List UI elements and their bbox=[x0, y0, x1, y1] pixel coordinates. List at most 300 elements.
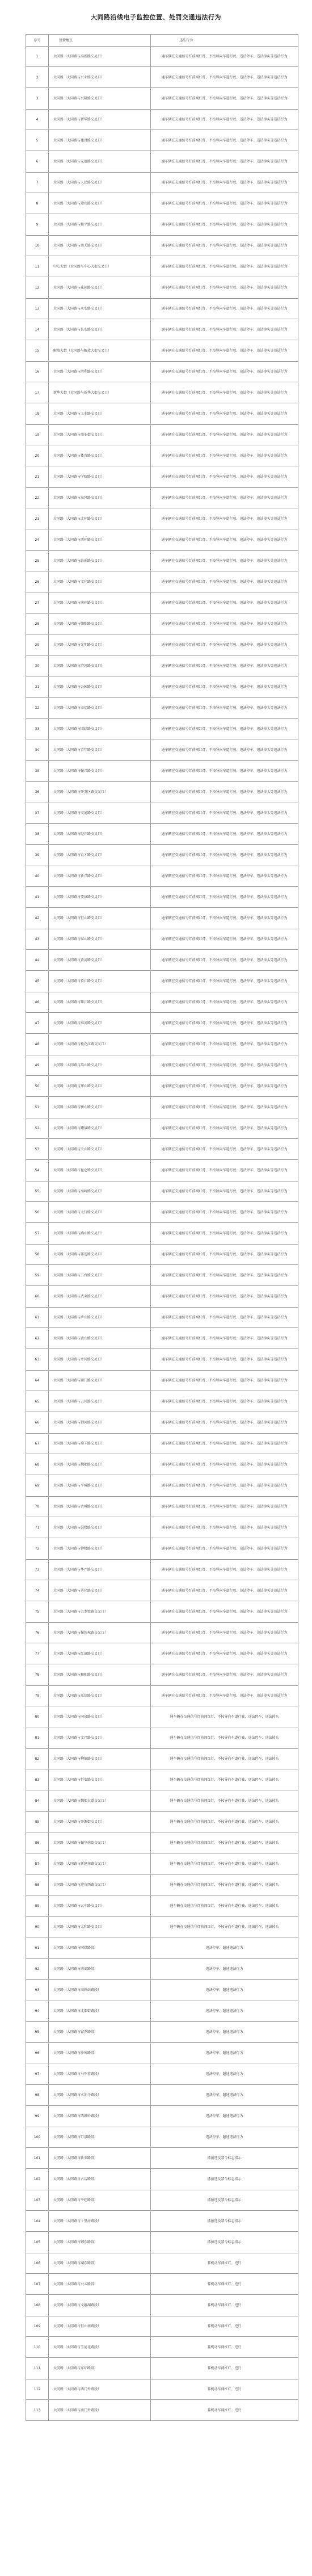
row-violation: 通车辆在交通信号灯前闯红灯、不按导向车道行驶、违法停车、违法掉头等违法行为 bbox=[151, 1076, 298, 1097]
row-location: 大同路（大同路与站前路交叉口） bbox=[49, 551, 151, 571]
row-number: 7 bbox=[26, 173, 49, 193]
table-row bbox=[26, 173, 298, 193]
row-number: 20 bbox=[26, 445, 49, 466]
table-row bbox=[26, 1727, 298, 1749]
table-row bbox=[26, 130, 298, 151]
column-header-number: 序号 bbox=[26, 35, 49, 47]
row-location: 大同路（大同路与朝阳路交叉口） bbox=[49, 614, 151, 634]
row-violation: 通车辆在交通信号灯前闯红灯、不按导向车道行驶、违法停车、违法掉头等违法行为 bbox=[151, 425, 298, 445]
row-violation: 通车辆在交通信号灯前闯红灯、不按导向车道行驶、违法停车、违法掉头等违法行为 bbox=[151, 1454, 298, 1475]
row-violation: 通车辆在交通信号灯前闯红灯、不按导向车道行驶、违法停车、违法掉头 bbox=[151, 1853, 298, 1875]
table-row bbox=[26, 1223, 298, 1245]
table-row bbox=[26, 1391, 298, 1412]
row-location: 大同路（大同路与柳航路交叉口） bbox=[49, 1749, 151, 1769]
row-violation: 通车辆在交通信号灯前闯红灯、不按导向车道行驶、违法停车、违法掉头等违法行为 bbox=[151, 1580, 298, 1601]
row-number: 33 bbox=[26, 719, 49, 740]
row-number: 83 bbox=[26, 1769, 49, 1790]
row-number: 25 bbox=[26, 551, 49, 571]
row-number: 51 bbox=[26, 1097, 49, 1118]
table-row bbox=[26, 1308, 298, 1328]
row-location: 大同路（大同路与青年路交叉口） bbox=[49, 740, 151, 761]
row-number: 110 bbox=[26, 2337, 49, 2358]
row-location: 大同路（大同路与平旺路段） bbox=[49, 2190, 151, 2211]
table-row bbox=[26, 1349, 298, 1371]
row-number: 31 bbox=[26, 677, 49, 698]
row-number: 101 bbox=[26, 2148, 49, 2169]
table-row bbox=[26, 2148, 298, 2169]
row-number: 91 bbox=[26, 1938, 49, 1959]
table-row bbox=[26, 299, 298, 319]
row-violation: 通车辆在交通信号灯前闯红灯、不按导向车道行驶、违法停车、违法掉头等违法行为 bbox=[151, 1412, 298, 1434]
row-violation: 通车辆在交通信号灯前闯红灯、不按导向车道行驶、违法停车、违法掉头等违法行为 bbox=[151, 782, 298, 803]
row-location: 大同路（大同路与黄河路交叉口） bbox=[49, 950, 151, 971]
table-row bbox=[26, 362, 298, 382]
row-number: 107 bbox=[26, 2274, 49, 2295]
row-number: 71 bbox=[26, 1517, 49, 1538]
table-row bbox=[26, 677, 298, 698]
row-location: 大同路（大同路与和平路交叉口） bbox=[49, 214, 151, 236]
table-row bbox=[26, 1938, 298, 1959]
row-location: 大同路（大同路与南门外路段） bbox=[49, 2400, 151, 2421]
table-row bbox=[26, 614, 298, 634]
row-number: 111 bbox=[26, 2358, 49, 2379]
table-row bbox=[26, 1034, 298, 1055]
table-row bbox=[26, 929, 298, 950]
table-row bbox=[26, 1560, 298, 1580]
row-violation: 通车辆在交通信号灯前闯红灯、不按导向车道行驶、违法停车、违法掉头等违法行为 bbox=[151, 1265, 298, 1286]
row-violation: 通车辆在交通信号灯前闯红灯、不按导向车道行驶、违法停车、违法掉头等违法行为 bbox=[151, 67, 298, 88]
row-location: 大同路（大同路与善化路交叉口） bbox=[49, 1580, 151, 1601]
row-number: 105 bbox=[26, 2232, 49, 2253]
table-row bbox=[26, 47, 298, 67]
table-row bbox=[26, 950, 298, 971]
row-number: 60 bbox=[26, 1286, 49, 1308]
table-row bbox=[26, 782, 298, 803]
row-number: 113 bbox=[26, 2400, 49, 2421]
row-location: 大同路（大同路与平城路交叉口） bbox=[49, 1475, 151, 1497]
row-number: 70 bbox=[26, 1497, 49, 1517]
row-location: 大同路（大同路与御河路交叉口） bbox=[49, 1412, 151, 1434]
row-number: 37 bbox=[26, 803, 49, 824]
row-location: 大同路（大同路与泰山路交叉口） bbox=[49, 929, 151, 950]
row-number: 73 bbox=[26, 1560, 49, 1580]
row-location: 大同路（大同路与幸福路交叉口） bbox=[49, 698, 151, 719]
row-violation: 通车辆在交通信号灯前闯红灯、不按导向车道行驶、违法停车、违法掉头等违法行为 bbox=[151, 1160, 298, 1181]
row-number: 24 bbox=[26, 529, 49, 551]
row-violation: 违法停车、超速违法行为 bbox=[151, 1980, 298, 2001]
row-location: 大同路（大同路与九龙壁路交叉口） bbox=[49, 1601, 151, 1623]
row-location: 大同路（大同路与淮河路交叉口） bbox=[49, 1013, 151, 1034]
table-row bbox=[26, 1853, 298, 1875]
table-row bbox=[26, 2169, 298, 2190]
row-number: 8 bbox=[26, 193, 49, 214]
row-location: 大同路（大同路与衡山路交叉口） bbox=[49, 1097, 151, 1118]
row-violation: 通车辆在交通信号灯前闯红灯、不按导向车道行驶、违法停车、违法掉头等违法行为 bbox=[151, 950, 298, 971]
row-number: 74 bbox=[26, 1580, 49, 1601]
row-violation: 通车辆在交通信号灯前闯红灯、不按导向车道行驶、违法停车、违法掉头等违法行为 bbox=[151, 1664, 298, 1686]
row-violation: 通车辆在交通信号灯前闯红灯、不按导向车道行驶、违法停车、违法掉头 bbox=[151, 1917, 298, 1938]
row-location: 大同路（大同路与御东路段） bbox=[49, 2232, 151, 2253]
row-violation: 通车辆在交通信号灯前闯红灯、不按导向车道行驶、违法停车、违法掉头等违法行为 bbox=[151, 277, 298, 299]
row-location: 大同路（大同路与振兴路交叉口） bbox=[49, 761, 151, 782]
row-location: 大同路（大同路与新建南路交叉口） bbox=[49, 1853, 151, 1875]
row-location: 大同路（大同路与云中路交叉口） bbox=[49, 1896, 151, 1917]
row-violation: 通车辆在交通信号灯前闯红灯、不按导向车道行驶、违法停车、违法掉头等违法行为 bbox=[151, 529, 298, 551]
row-violation: 通车辆在交通信号灯前闯红灯、不按导向车道行驶、违法停车、违法掉头等违法行为 bbox=[151, 466, 298, 488]
table-row bbox=[26, 887, 298, 908]
table-row bbox=[26, 1412, 298, 1434]
row-location: 大同路（大同路与马军营路段） bbox=[49, 2064, 151, 2085]
table-row bbox=[26, 1181, 298, 1202]
row-number: 50 bbox=[26, 1076, 49, 1097]
table-row bbox=[26, 1371, 298, 1391]
row-violation: 通车辆在交通信号灯前闯红灯、不按导向车道行驶、违法停车、违法掉头等违法行为 bbox=[151, 256, 298, 277]
row-number: 5 bbox=[26, 130, 49, 151]
row-number: 52 bbox=[26, 1118, 49, 1139]
row-number: 17 bbox=[26, 382, 49, 403]
row-violation: 通车辆在交通信号灯前闯红灯、不按导向车道行驶、违法停车、违法掉头等违法行为 bbox=[151, 1686, 298, 1706]
table-row bbox=[26, 256, 298, 277]
row-violation: 通车辆在交通信号灯前闯红灯、不按导向车道行驶、违法停车、违法掉头等违法行为 bbox=[151, 1245, 298, 1265]
row-number: 62 bbox=[26, 1328, 49, 1349]
row-number: 15 bbox=[26, 340, 49, 362]
row-number: 106 bbox=[26, 2253, 49, 2274]
table-row bbox=[26, 1832, 298, 1853]
row-number: 94 bbox=[26, 2001, 49, 2022]
row-violation: 违法停车、超速违法行为 bbox=[151, 2064, 298, 2085]
row-violation: 通车辆在交通信号灯前闯红灯、不按导向车道行驶、违法停车、违法掉头等违法行为 bbox=[151, 803, 298, 824]
row-location: 大同路（大同路与高铁站路段） bbox=[49, 1980, 151, 2001]
row-violation: 通车辆在交通信号灯前闯红灯、不按导向车道行驶、违法停车、违法掉头等违法行为 bbox=[151, 340, 298, 362]
row-violation: 通车辆在交通信号灯前闯红灯、不按导向车道行驶、违法停车、违法掉头等违法行为 bbox=[151, 1391, 298, 1412]
row-location: 大同路（大同路与黄山路交叉口） bbox=[49, 1328, 151, 1349]
row-violation: 违法停车、超速违法行为 bbox=[151, 1938, 298, 1959]
row-violation: 通车辆在交通信号灯前闯红灯、不按导向车道行驶、违法停车、违法掉头等违法行为 bbox=[151, 488, 298, 508]
row-violation: 通车辆在交通信号灯前闯红灯、不按导向车道行驶、违法停车、违法掉头等违法行为 bbox=[151, 971, 298, 992]
table-row bbox=[26, 2253, 298, 2274]
row-location: 大同路（大同路与育才路交叉口） bbox=[49, 845, 151, 866]
row-violation: 通车辆在交通信号灯前闯红灯、不按导向车道行驶、违法停车、违法掉头等违法行为 bbox=[151, 1349, 298, 1371]
table-row bbox=[26, 1245, 298, 1265]
row-violation: 通车辆在交通信号灯前闯红灯、不按导向车道行驶、违法停车、违法掉头等违法行为 bbox=[151, 130, 298, 151]
row-violation: 通车辆在交通信号灯前闯红灯、不按导向车道行驶、违法停车、违法掉头 bbox=[151, 1790, 298, 1812]
table-row bbox=[26, 1517, 298, 1538]
row-number: 65 bbox=[26, 1391, 49, 1412]
row-location: 解放大街（大同路与解放大街交叉口） bbox=[49, 340, 151, 362]
row-number: 49 bbox=[26, 1055, 49, 1076]
table-row bbox=[26, 2106, 298, 2127]
row-violation: 通车辆在交通信号灯前闯红灯、不按导向车道行驶、违法停车、违法掉头 bbox=[151, 1875, 298, 1896]
table-row bbox=[26, 698, 298, 719]
row-location: 大同路（大同路与长安路交叉口） bbox=[49, 319, 151, 340]
row-location: 大同路（大同路与口泉路段） bbox=[49, 2127, 151, 2148]
table-row bbox=[26, 1139, 298, 1160]
row-location: 大同路（大同路与新华路交叉口） bbox=[49, 110, 151, 130]
table-row bbox=[26, 403, 298, 425]
row-location: 大同路（大同路与华严路交叉口） bbox=[49, 1560, 151, 1580]
row-violation: 违法停车、超速违法行为 bbox=[151, 2106, 298, 2127]
table-row bbox=[26, 2337, 298, 2358]
table-header-row bbox=[26, 35, 298, 47]
row-violation: 违法停车、超速违法行为 bbox=[151, 2022, 298, 2043]
table-row bbox=[26, 2022, 298, 2043]
table-row bbox=[26, 1013, 298, 1034]
row-number: 63 bbox=[26, 1349, 49, 1371]
row-number: 87 bbox=[26, 1853, 49, 1875]
row-location: 大同路（大同路与文兴路交叉口） bbox=[49, 1727, 151, 1749]
table-row bbox=[26, 1959, 298, 1980]
row-violation: 违法停车、超速违法行为 bbox=[151, 1959, 298, 1980]
table-row bbox=[26, 2043, 298, 2064]
table-row bbox=[26, 908, 298, 929]
row-violation: 通车辆在交通信号灯前闯红灯、不按导向车道行驶、违法停车、违法掉头等违法行为 bbox=[151, 299, 298, 319]
row-location: 大同路（大同路与钟楼路交叉口） bbox=[49, 1538, 151, 1560]
row-violation: 通车辆在交通信号灯前闯红灯、不按导向车道行驶、违法停车、违法掉头等违法行为 bbox=[151, 866, 298, 887]
row-number: 28 bbox=[26, 614, 49, 634]
row-violation: 通车辆在交通信号灯前闯红灯、不按导向车道行驶、违法停车、违法掉头等违法行为 bbox=[151, 1538, 298, 1560]
row-location: 大同路（大同路与庐山路交叉口） bbox=[49, 1308, 151, 1328]
table-row bbox=[26, 1328, 298, 1349]
row-location: 大同路（大同路与文瀛湖路段） bbox=[49, 2295, 151, 2316]
row-location: 大同路（大同路与西环路交叉口） bbox=[49, 529, 151, 551]
row-location: 大同路（大同路与团结路交叉口） bbox=[49, 719, 151, 740]
row-violation: 通车辆在交通信号灯前闯红灯、不按导向车道行驶、违法停车、违法掉头等违法行为 bbox=[151, 719, 298, 740]
row-number: 80 bbox=[26, 1706, 49, 1727]
row-violation: 通车辆在交通信号灯前闯红灯、不按导向车道行驶、违法停车、违法掉头 bbox=[151, 1727, 298, 1749]
row-number: 11 bbox=[26, 256, 49, 277]
row-location: 大同路（大同路与新兴路交叉口） bbox=[49, 866, 151, 887]
row-violation: 通车辆在交通信号灯前闯红灯、不按导向车道行驶、违法停车、违法掉头等违法行为 bbox=[151, 677, 298, 698]
row-number: 21 bbox=[26, 466, 49, 488]
row-location: 大同路（大同路与富乔路段） bbox=[49, 2022, 151, 2043]
row-number: 29 bbox=[26, 634, 49, 656]
table-row bbox=[26, 1265, 298, 1286]
table-row bbox=[26, 1896, 298, 1917]
row-location: 大同路（大同路与兴业路交叉口） bbox=[49, 67, 151, 88]
row-location: 大同路（大同路与嵩山路交叉口） bbox=[49, 1055, 151, 1076]
row-location: 大同路（大同路与胜利路交叉口） bbox=[49, 362, 151, 382]
column-header-location: 设置地点 bbox=[49, 35, 151, 47]
row-violation: 通车辆在交通信号灯前闯红灯、不按导向车道行驶、违法停车、违法掉头等违法行为 bbox=[151, 319, 298, 340]
table-row bbox=[26, 845, 298, 866]
table-row bbox=[26, 1118, 298, 1139]
table-row bbox=[26, 592, 298, 614]
table-row bbox=[26, 110, 298, 130]
row-location: 大同路（大同路与天山路交叉口） bbox=[49, 1139, 151, 1160]
row-location: 大同路（大同路与开源街交叉口） bbox=[49, 1812, 151, 1832]
row-location: 大同路（大同路与古城路交叉口） bbox=[49, 1497, 151, 1517]
row-number: 61 bbox=[26, 1308, 49, 1328]
row-violation: 通车辆在交通信号灯前闯红灯、不按导向车道行驶、违法停车、违法掉头 bbox=[151, 1896, 298, 1917]
row-number: 2 bbox=[26, 67, 49, 88]
table-row bbox=[26, 2358, 298, 2379]
table-row bbox=[26, 2085, 298, 2106]
row-number: 13 bbox=[26, 299, 49, 319]
row-violation: 非机动车闯红灯、逆行 bbox=[151, 2400, 298, 2421]
row-location: 大同路（大同路与光明路交叉口） bbox=[49, 634, 151, 656]
row-violation: 抓拍违反禁令标志指示 bbox=[151, 2169, 298, 2190]
row-number: 59 bbox=[26, 1265, 49, 1286]
table-row bbox=[26, 803, 298, 824]
row-number: 69 bbox=[26, 1475, 49, 1497]
row-number: 14 bbox=[26, 319, 49, 340]
table-row bbox=[26, 2316, 298, 2337]
row-violation: 通车辆在交通信号灯前闯红灯、不按导向车道行驶、违法停车、违法掉头等违法行为 bbox=[151, 362, 298, 382]
row-violation: 通车辆在交通信号灯前闯红灯、不按导向车道行驶、违法停车、违法掉头等违法行为 bbox=[151, 236, 298, 256]
row-violation: 非机动车闯红灯、逆行 bbox=[151, 2337, 298, 2358]
row-number: 54 bbox=[26, 1160, 49, 1181]
table-row bbox=[26, 277, 298, 299]
row-location: 大同路（大同路与长江路交叉口） bbox=[49, 971, 151, 992]
table-row bbox=[26, 340, 298, 362]
row-violation: 抓拍违反禁令标志指示 bbox=[151, 2232, 298, 2253]
table-row bbox=[26, 719, 298, 740]
table-row bbox=[26, 971, 298, 992]
row-violation: 通车辆在交通信号灯前闯红灯、不按导向车道行驶、违法停车、违法掉头等违法行为 bbox=[151, 1601, 298, 1623]
table-row bbox=[26, 193, 298, 214]
row-violation: 通车辆在交通信号灯前闯红灯、不按导向车道行驶、违法停车、违法掉头 bbox=[151, 1812, 298, 1832]
row-location: 大同路（大同路与恒安路交叉口） bbox=[49, 1769, 151, 1790]
table-row bbox=[26, 1706, 298, 1727]
row-number: 58 bbox=[26, 1245, 49, 1265]
table-row bbox=[26, 1812, 298, 1832]
row-number: 19 bbox=[26, 425, 49, 445]
row-location: 大同路（大同路与和阳路交叉口） bbox=[49, 1664, 151, 1686]
row-location: 大同路（大同路与操场城路交叉口） bbox=[49, 1623, 151, 1643]
row-location: 大同路（大同路与学院路交叉口） bbox=[49, 466, 151, 488]
row-number: 36 bbox=[26, 782, 49, 803]
row-location: 大同路（大同路与东环路段） bbox=[49, 2358, 151, 2379]
row-number: 23 bbox=[26, 508, 49, 529]
table-row bbox=[26, 2295, 298, 2316]
table-row bbox=[26, 551, 298, 571]
row-location: 大同路（大同路与武夷路交叉口） bbox=[49, 1286, 151, 1308]
row-violation: 通车辆在交通信号灯前闯红灯、不按导向车道行驶、违法停车、违法掉头等违法行为 bbox=[151, 592, 298, 614]
row-violation: 通车辆在交通信号灯前闯红灯、不按导向车道行驶、违法停车、违法掉头等违法行为 bbox=[151, 824, 298, 845]
row-violation: 通车辆在交通信号灯前闯红灯、不按导向车道行驶、违法停车、违法掉头等违法行为 bbox=[151, 908, 298, 929]
row-violation: 通车辆在交通信号灯前闯红灯、不按导向车道行驶、违法停车、违法掉头等违法行为 bbox=[151, 173, 298, 193]
row-location: 大同路（大同路与桑干路交叉口） bbox=[49, 1434, 151, 1454]
row-number: 93 bbox=[26, 1980, 49, 2001]
row-location: 大同路（大同路与西门外路段） bbox=[49, 2379, 151, 2400]
row-location: 大同路（大同路与同煤路段） bbox=[49, 1938, 151, 1959]
row-number: 12 bbox=[26, 277, 49, 299]
row-violation: 通车辆在交通信号灯前闯红灯、不按导向车道行驶、违法停车、违法掉头等违法行为 bbox=[151, 214, 298, 236]
row-violation: 通车辆在交通信号灯前闯红灯、不按导向车道行驶、违法停车、违法掉头等违法行为 bbox=[151, 571, 298, 592]
table-row bbox=[26, 1875, 298, 1896]
row-violation: 通车辆在交通信号灯前闯红灯、不按导向车道行驶、违法停车、违法掉头等违法行为 bbox=[151, 992, 298, 1013]
row-location: 大同路（大同路与商业街交叉口） bbox=[49, 425, 151, 445]
row-violation: 通车辆在交通信号灯前闯红灯、不按导向车道行驶、违法停车、违法掉头等违法行为 bbox=[151, 1139, 298, 1160]
row-number: 72 bbox=[26, 1538, 49, 1560]
row-number: 48 bbox=[26, 1034, 49, 1055]
row-number: 76 bbox=[26, 1623, 49, 1643]
row-violation: 通车辆在交通信号灯前闯红灯、不按导向车道行驶、违法停车、违法掉头等违法行为 bbox=[151, 761, 298, 782]
row-violation: 通车辆在交通信号灯前闯红灯、不按导向车道行驶、违法停车、违法掉头 bbox=[151, 1749, 298, 1769]
row-violation: 通车辆在交通信号灯前闯红灯、不按导向车道行驶、违法停车、违法掉头等违法行为 bbox=[151, 1202, 298, 1223]
row-violation: 通车辆在交通信号灯前闯红灯、不按导向车道行驶、违法停车、违法掉头等违法行为 bbox=[151, 110, 298, 130]
row-violation: 违法停车、超速违法行为 bbox=[151, 2043, 298, 2064]
table-row bbox=[26, 1769, 298, 1790]
table-row bbox=[26, 1097, 298, 1118]
row-number: 81 bbox=[26, 1727, 49, 1749]
row-number: 97 bbox=[26, 2064, 49, 2085]
row-number: 75 bbox=[26, 1601, 49, 1623]
row-number: 9 bbox=[26, 214, 49, 236]
row-number: 10 bbox=[26, 236, 49, 256]
row-location: 大同路（大同路与振华南街交叉口） bbox=[49, 1832, 151, 1853]
table-row bbox=[26, 761, 298, 782]
row-violation: 通车辆在交通信号灯前闯红灯、不按导向车道行驶、违法停车、违法掉头 bbox=[151, 1706, 298, 1727]
row-violation: 通车辆在交通信号灯前闯红灯、不按导向车道行驶、违法停车、违法掉头等违法行为 bbox=[151, 929, 298, 950]
table-body bbox=[26, 47, 298, 2421]
row-number: 109 bbox=[26, 2316, 49, 2337]
row-violation: 通车辆在交通信号灯前闯红灯、不按导向车道行驶、违法停车、违法掉头等违法行为 bbox=[151, 193, 298, 214]
row-number: 32 bbox=[26, 698, 49, 719]
row-location: 大同路（大同路与峨眉路交叉口） bbox=[49, 1118, 151, 1139]
table-row bbox=[26, 1202, 298, 1223]
table-row bbox=[26, 1454, 298, 1475]
row-number: 79 bbox=[26, 1686, 49, 1706]
row-number: 68 bbox=[26, 1454, 49, 1475]
table-row bbox=[26, 634, 298, 656]
row-number: 102 bbox=[26, 2169, 49, 2190]
table-row bbox=[26, 1434, 298, 1454]
row-location: 大同路（大同路与太和路交叉口） bbox=[49, 1917, 151, 1938]
row-number: 57 bbox=[26, 1223, 49, 1245]
row-location: 大同路（大同路与秦岭路交叉口） bbox=[49, 1181, 151, 1202]
row-violation: 通车辆在交通信号灯前闯红灯、不按导向车道行驶、违法停车、违法掉头 bbox=[151, 1769, 298, 1790]
table-row bbox=[26, 2190, 298, 2211]
table-row bbox=[26, 1538, 298, 1560]
row-violation: 通车辆在交通信号灯前闯红灯、不按导向车道行驶、违法停车、违法掉头等违法行为 bbox=[151, 47, 298, 67]
row-location: 大同路（大同路与华山路交叉口） bbox=[49, 1076, 151, 1097]
table-row bbox=[26, 1580, 298, 1601]
row-location: 大同路（大同路与五台路交叉口） bbox=[49, 1265, 151, 1286]
table-row bbox=[26, 1160, 298, 1181]
row-location: 大同路（大同路与高新路交叉口） bbox=[49, 47, 151, 67]
table-row bbox=[26, 2001, 298, 2022]
table-row bbox=[26, 1076, 298, 1097]
row-location: 大同路（大同路与兴云路段） bbox=[49, 2274, 151, 2295]
table-row bbox=[26, 67, 298, 88]
table-row bbox=[26, 740, 298, 761]
row-number: 104 bbox=[26, 2211, 49, 2232]
row-location: 大同路（大同路与鼓楼路交叉口） bbox=[49, 1517, 151, 1538]
row-number: 92 bbox=[26, 1959, 49, 1980]
row-location: 大同路（大同路与北都街路段） bbox=[49, 2001, 151, 2022]
row-location: 大同路（大同路与安康路交叉口） bbox=[49, 887, 151, 908]
table-row bbox=[26, 151, 298, 173]
row-number: 16 bbox=[26, 362, 49, 382]
row-violation: 通车辆在交通信号灯前闯红灯、不按导向车道行驶、违法停车、违法掉头等违法行为 bbox=[151, 1560, 298, 1580]
row-number: 90 bbox=[26, 1917, 49, 1938]
row-location: 大同路（大同路与迎宾西路交叉口） bbox=[49, 1875, 151, 1896]
row-location: 大同路（大同路与体育路交叉口） bbox=[49, 445, 151, 466]
row-location: 大同路（大同路与红旗路交叉口） bbox=[49, 1643, 151, 1664]
row-violation: 通车辆在交通信号灯前闯红灯、不按导向车道行驶、违法停车、违法掉头等违法行为 bbox=[151, 1497, 298, 1517]
camera-location-table bbox=[26, 34, 298, 2421]
row-location: 大同路（大同路与十里河路段） bbox=[49, 2211, 151, 2232]
row-violation: 通车辆在交通信号灯前闯红灯、不按导向车道行驶、违法停车、违法掉头等违法行为 bbox=[151, 88, 298, 110]
table-row bbox=[26, 319, 298, 340]
row-violation: 通车辆在交通信号灯前闯红灯、不按导向车道行驶、违法停车、违法掉头等违法行为 bbox=[151, 1434, 298, 1454]
row-number: 41 bbox=[26, 887, 49, 908]
table-row bbox=[26, 466, 298, 488]
row-violation: 通车辆在交通信号灯前闯红灯、不按导向车道行驶、违法停车、违法掉头等违法行为 bbox=[151, 1118, 298, 1139]
table-row bbox=[26, 1749, 298, 1769]
table-row bbox=[26, 2379, 298, 2400]
